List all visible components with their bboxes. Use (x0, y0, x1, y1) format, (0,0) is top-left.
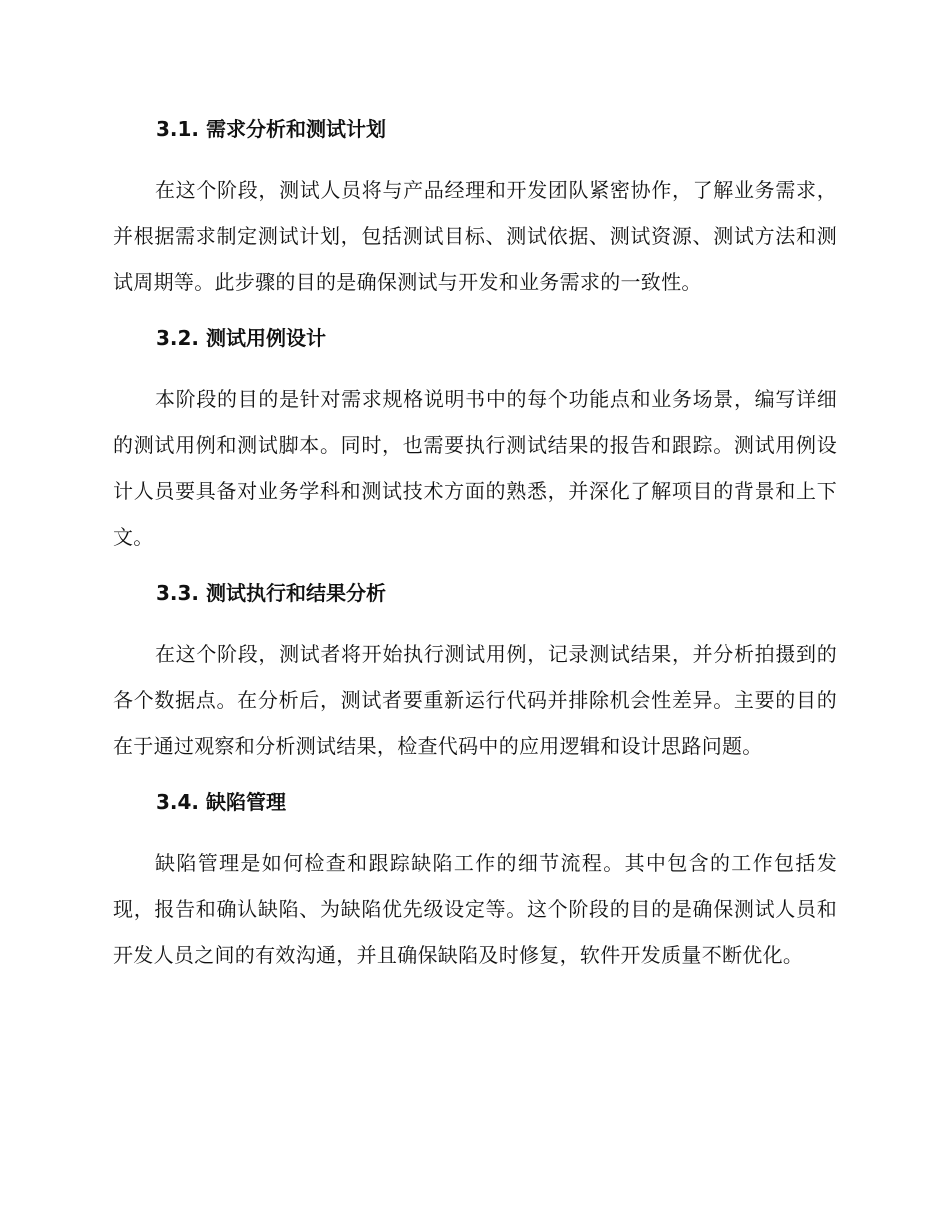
section-paragraph: 在这个阶段，测试者将开始执行测试用例，记录测试结果，并分析拍摄到的各个数据点。在分析后，测试者要重新运行代码并排除机会性差异。主要的目的在于通过观察和分析测试结果，检查代码中的应用逻辑和设计思路问题。 (113, 642, 837, 758)
section-paragraph: 本阶段的目的是针对需求规格说明书中的每个功能点和业务场景，编写详细的测试用例和测试脚本。同时，也需要执行测试结果的报告和跟踪。测试用例设计人员要具备对业务学科和测试技术方面的熟悉，并深化了解项目的背景和上下文。 (113, 387, 837, 549)
section-3-4 (113, 783, 837, 978)
section-heading: 3.3. 测试执行和结果分析 (156, 581, 386, 605)
document-body (113, 110, 837, 992)
section-heading: 3.2. 测试用例设计 (156, 326, 326, 350)
section-3-2 (113, 319, 837, 560)
section-heading: 3.4. 缺陷管理 (156, 790, 286, 814)
section-heading: 3.1. 需求分析和测试计划 (156, 117, 386, 141)
section-3-3 (113, 574, 837, 769)
section-paragraph: 缺陷管理是如何检查和跟踪缺陷工作的细节流程。其中包含的工作包括发现，报告和确认缺陷、为缺陷优先级设定等。这个阶段的目的是确保测试人员和开发人员之间的有效沟通，并且确保缺陷及时修复，软件开发质量不断优化。 (113, 851, 837, 967)
section-3-1 (113, 110, 837, 305)
section-paragraph: 在这个阶段，测试人员将与产品经理和开发团队紧密协作，了解业务需求，并根据需求制定测试计划，包括测试目标、测试依据、测试资源、测试方法和测试周期等。此步骤的目的是确保测试与开发和业务需求的一致性。 (113, 178, 837, 294)
